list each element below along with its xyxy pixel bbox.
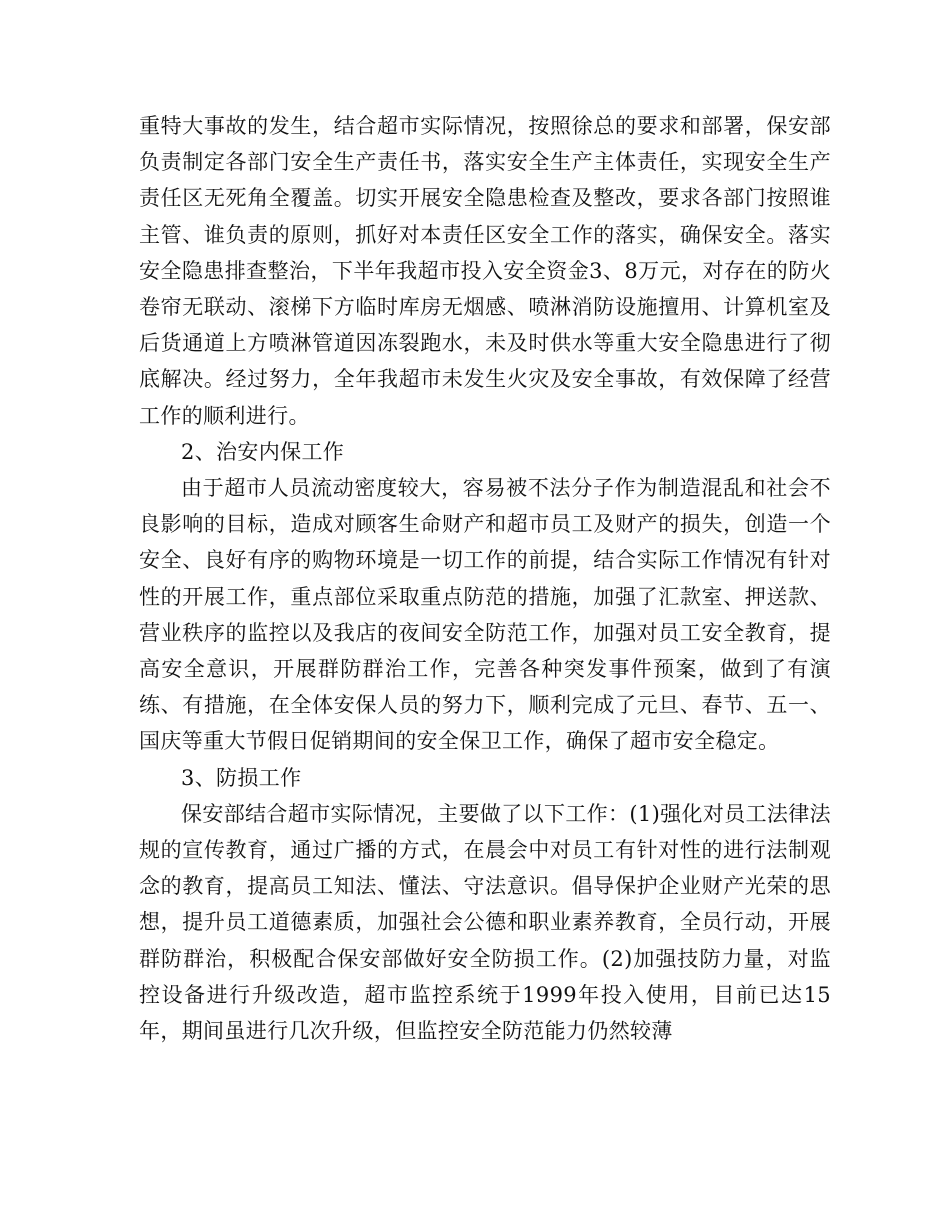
- body-paragraph-3: 保安部结合超市实际情况，主要做了以下工作：(1)强化对员工法律法规的宣传教育，通过广播的方式，在晨会中对员工有针对性的进行法制观念的教育，提高员工知法、懂法、守法意识。倡导保护企业财产光荣的思想，提升员工道德素质，加强社会公德和职业素养教育，全员行动，开展群防群治，积极配合保安部做好安全防损工作。(2)加强技防力量，对监控设备进行升级改造，超市监控系统于1999年投入使用，目前已达15年，期间虽进行几次升级，但监控安全防范能力仍然较薄: [139, 801, 831, 1044]
- section-heading-3: 3、防损工作: [181, 765, 302, 790]
- body-paragraph-1: 重特大事故的发生，结合超市实际情况，按照徐总的要求和部署，保安部负责制定各部门安全生产责任书，落实安全生产主体责任，实现安全生产责任区无死角全覆盖。切实开展安全隐患检查及整改，要求各部门按照谁主管、谁负责的原则，抓好对本责任区安全工作的落实，确保安全。落实安全隐患排查整治，下半年我超市投入安全资金3、8万元，对存在的防火卷帘无联动、滚梯下方临时库房无烟感、喷淋消防设施擅用、计算机室及后货通道上方喷淋管道因冻裂跑水，未及时供水等重大安全隐患进行了彻底解决。经过努力，全年我超市未发生火灾及安全事故，有效保障了经营工作的顺利进行。: [139, 114, 831, 428]
- section-heading-2: 2、治安内保工作: [181, 439, 345, 464]
- body-paragraph-2: 由于超市人员流动密度较大，容易被不法分子作为制造混乱和社会不良影响的目标，造成对顾客生命财产和超市员工及财产的损失，创造一个安全、良好有序的购物环境是一切工作的前提，结合实际工作情况有针对性的开展工作，重点部位采取重点防范的措施，加强了汇款室、押送款、营业秩序的监控以及我店的夜间安全防范工作，加强对员工安全教育，提高安全意识，开展群防群治工作，完善各种突发事件预案，做到了有演练、有措施，在全体安保人员的努力下，顺利完成了元旦、春节、五一、国庆等重大节假日促销期间的安全保卫工作，确保了超市安全稳定。: [139, 476, 831, 754]
- document-body: [139, 108, 831, 1049]
